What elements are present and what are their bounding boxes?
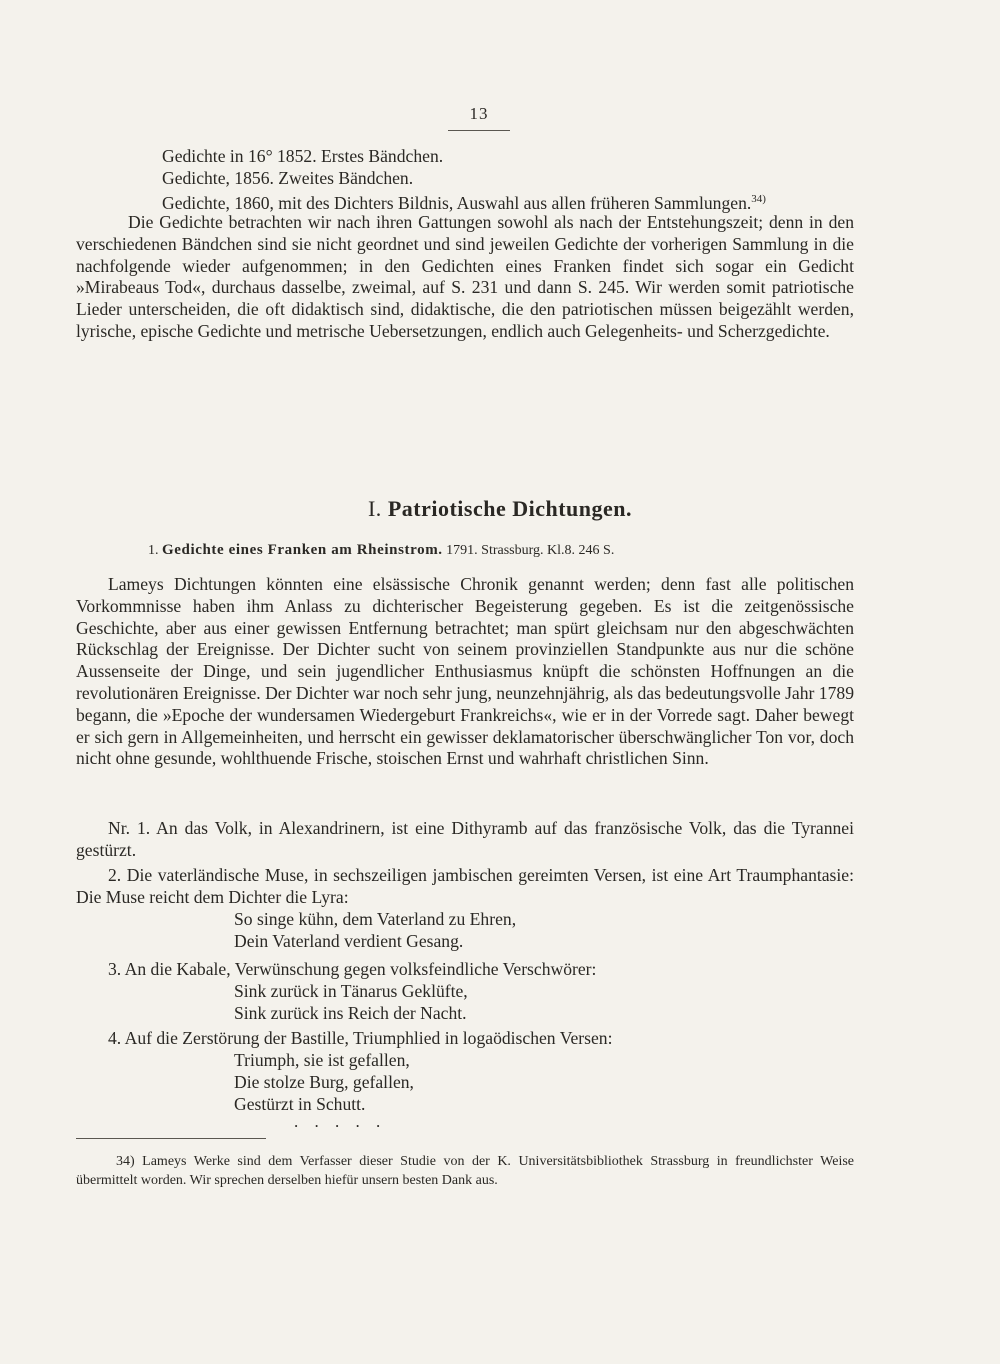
- bibliography-list: [162, 146, 766, 214]
- subsection-heading: [148, 542, 614, 559]
- footnote-divider: [76, 1138, 266, 1139]
- subsection-details: 1791. Strassburg. Kl.8. 246 S.: [446, 543, 615, 558]
- item-2: 2. Die vaterländische Muse, in sechszeiligen jambischen gereimten Versen, ist eine Art Traumphantasie: Die Muse reicht dem Dichter die Lyra:: [76, 865, 854, 907]
- verse-line: Die stolze Burg, gefallen,: [234, 1072, 414, 1092]
- verse-line: Sink zurück ins Reich der Nacht.: [234, 1003, 467, 1023]
- main-paragraph: Lameys Dichtungen könnten eine elsässische Chronik genannt werden; denn fast alle politischen Vorkommnisse haben ihm Anlass zu dichterischer Begeisterung gegeben. Es ist die zeitgenössische Geschichte, aber aus einer gewissen Entfernung betrachtet; man spürt gleichsam nur den abgeschwächten Rückschlag der Ereignisse. Der Dichter sucht von seinem provinziellen Standpunkte aus nur die schöne Aussenseite der Dinge, und sein jugendlicher Enthusiasmus knüpft die schönsten Hoffnungen an die revolutionären Ereignisse. Der Dichter war noch sehr jung, neunzehnjährig, als das bedeutungsvolle Jahr 1789 begann, die »Epoche der wundersamen Wiedergeburt Frankreichs«, wie er in der Vorrede sagt. Daher bewegt er sich gern in Allgemeinheiten, und herrscht ein gewisser deklamatorischer überschwänglicher Ton vor, doch nicht ohne gesunde, wohlthuende Frische, stoischen Ernst und wahrhaft christlichen Sinn.: [76, 574, 854, 769]
- ellipsis: . . . . .: [294, 1112, 387, 1131]
- item-3: 3. An die Kabale, Verwünschung gegen volksfeindliche Verschwörer:: [108, 959, 597, 979]
- footnote-reference: 34): [751, 193, 766, 205]
- item-1: Nr. 1. An das Volk, in Alexandrinern, ist eine Dithyramb auf das französische Volk, das die Tyrannei gestürzt.: [76, 818, 854, 860]
- section-number: I.: [367, 496, 382, 521]
- bibliography-entry: Gedichte in 16° 1852. Erstes Bändchen.: [162, 146, 444, 166]
- bibliography-entry: Gedichte, 1860, mit des Dichters Bildnis, Auswahl aus allen früheren Sammlungen.$^{34)}$: [162, 192, 766, 213]
- subsection-number: 1.: [148, 543, 159, 558]
- page-number: 13: [448, 104, 510, 131]
- verse-line: Triumph, sie ist gefallen,: [234, 1050, 410, 1070]
- intro-paragraph: Die Gedichte betrachten wir nach ihren Gattungen sowohl als nach der Entstehungszeit; denn in den verschiedenen Bändchen sind sie nicht geordnet und sind jeweilen Gedichte der vorherigen Sammlung in die nachfolgende wieder aufgenommen; in den Gedichten eines Franken findet sich sogar ein Gedicht »Mirabeaus Tod«, durchaus dasselbe, zweimal, auf S. 231 und dann S. 245. Wir werden somit patriotische Lieder unterscheiden, die oft didaktisch sind, didaktische, die den patriotischen müssen beigezählt werden, lyrische, epische Gedichte und metrische Uebersetzungen, endlich auch Gelegenheits- und Scherzgedichte.: [76, 212, 854, 341]
- section-title: Patriotische Dichtungen.: [387, 496, 633, 521]
- verse-line: Sink zurück in Tänarus Geklüfte,: [234, 981, 468, 1001]
- verse-line: Dein Vaterland verdient Gesang.: [234, 931, 464, 951]
- bibliography-entry: Gedichte, 1856. Zweites Bändchen.: [162, 167, 414, 188]
- subsection-title: Gedichte eines Franken am Rheinstrom.: [162, 542, 443, 558]
- verse-line: Gestürzt in Schutt.: [234, 1094, 366, 1114]
- verse-line: So singe kühn, dem Vaterland zu Ehren,: [234, 909, 517, 929]
- footnote: 34) Lameys Werke sind dem Verfasser dieser Studie von der K. Universitätsbibliothek Strassburg in freundlichster Weise übermittelt worden. Wir sprechen derselben hiefür unsern besten Dank aus.: [76, 1154, 854, 1188]
- item-4: 4. Auf die Zerstörung der Bastille, Triumphlied in logaödischen Versen:: [108, 1028, 613, 1048]
- section-heading: [0, 496, 1000, 522]
